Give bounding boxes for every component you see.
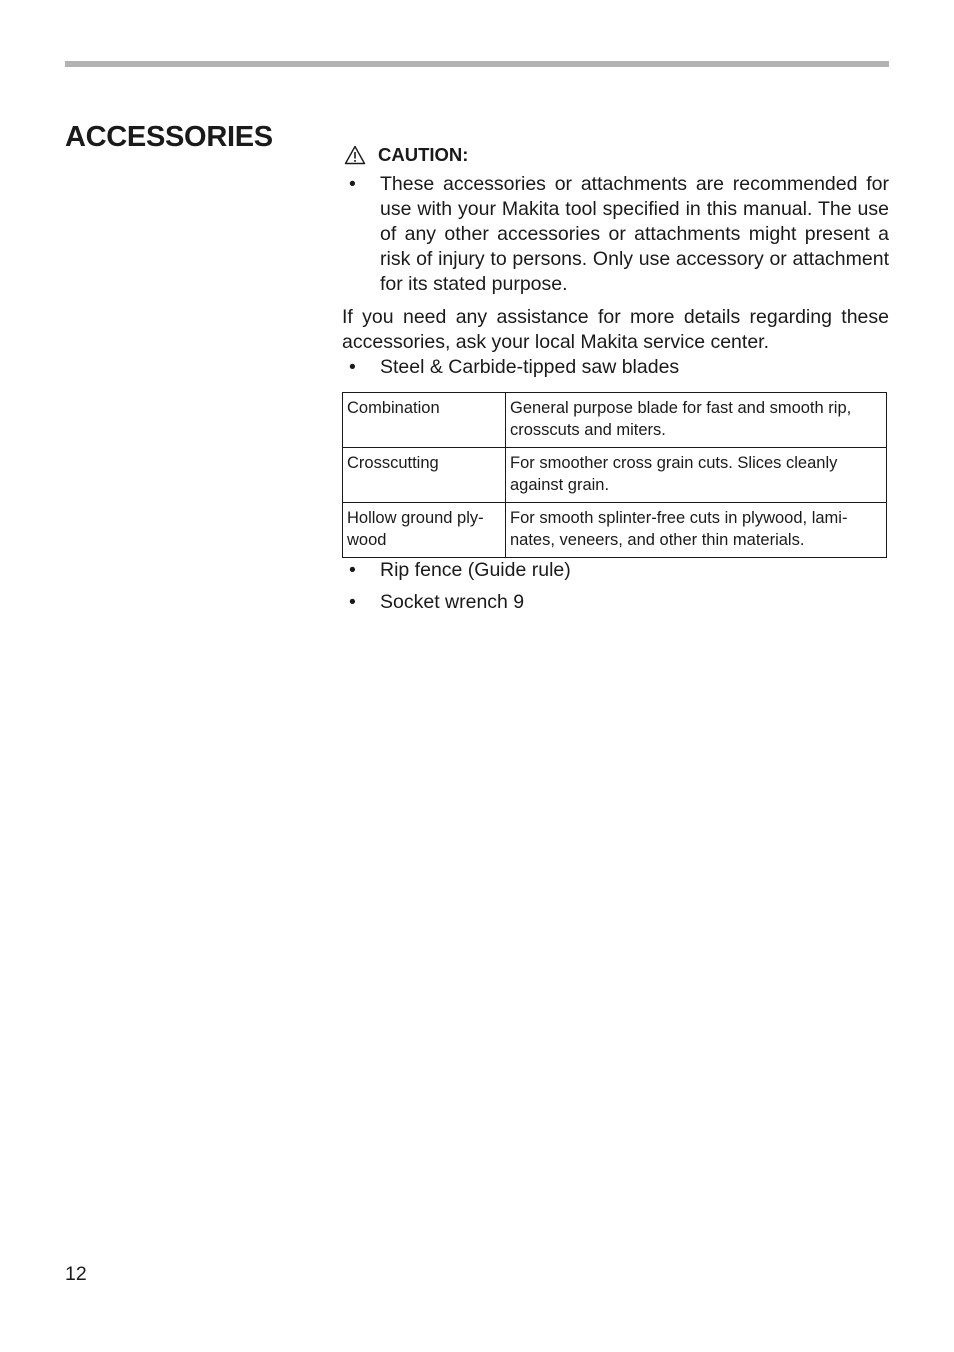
blade-description-cell: General purpose blade for fast and smooth rip, crosscuts and miters. (506, 393, 887, 448)
header-rule (65, 61, 889, 67)
caution-heading (342, 142, 889, 167)
accessory-list (342, 355, 889, 380)
list-item (342, 558, 889, 583)
table-row (343, 448, 887, 503)
accessory-list-continued (342, 558, 889, 615)
table-row (343, 393, 887, 448)
section-title: ACCESSORIES (65, 121, 273, 153)
caution-list (342, 172, 889, 297)
list-item-text: Socket wrench 9 (380, 591, 525, 613)
accessories-content (342, 142, 889, 622)
list-item (342, 355, 889, 380)
blade-description-cell: For smooth splinter-free cuts in plywood, lami-nates, veneers, and other thin materials. (506, 503, 887, 558)
page-number: 12 (65, 1263, 87, 1285)
blade-type-cell: Crosscutting (343, 448, 506, 503)
blade-type-cell: Combination (343, 393, 506, 448)
bullet-icon: • (349, 173, 356, 195)
bullet-icon: • (349, 591, 356, 613)
list-item-text: Steel & Carbide-tipped saw blades (380, 356, 680, 378)
assistance-paragraph: If you need any assistance for more details regarding these accessories, ask your local Makita service center. (342, 306, 889, 353)
blade-type-cell: Hollow ground ply-wood (343, 503, 506, 558)
blade-description-cell: For smoother cross grain cuts. Slices cleanly against grain. (506, 448, 887, 503)
caution-text: These accessories or attachments are recommended for use with your Makita tool specified in this manual. The use of any other accessories or attachments might present a risk of injury to persons. Only use accessory or attachment for its stated purpose. (380, 173, 889, 295)
bullet-icon: • (349, 559, 356, 581)
warning-triangle-icon (344, 145, 366, 165)
list-item (342, 590, 889, 615)
table-row (343, 503, 887, 558)
caution-label: CAUTION: (378, 144, 469, 165)
list-item-text: Rip fence (Guide rule) (380, 559, 571, 581)
caution-item (342, 172, 889, 297)
bullet-icon: • (349, 356, 356, 378)
saw-blade-table (342, 392, 887, 558)
